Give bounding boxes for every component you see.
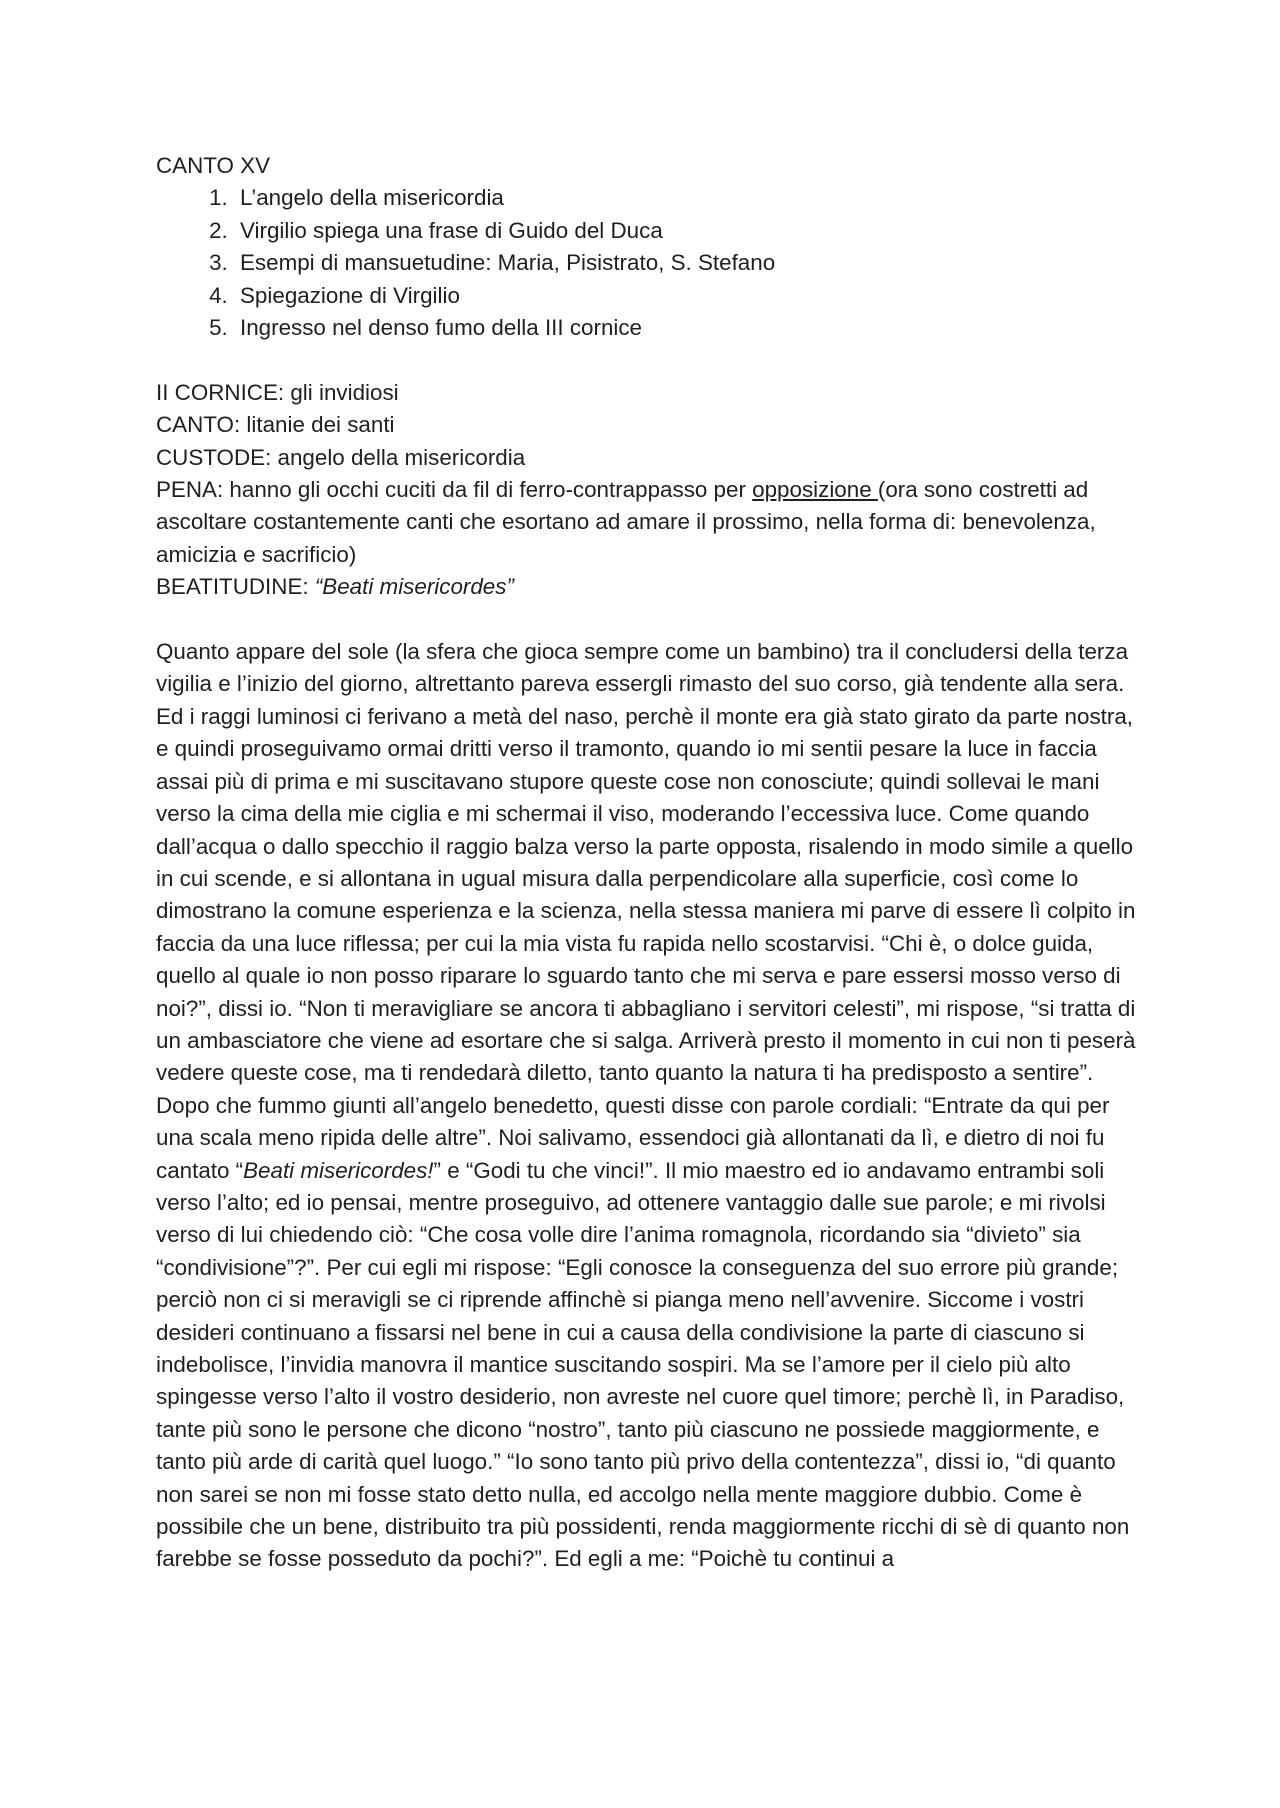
outline-item: 2. Virgilio spiega una frase di Guido del Duca	[234, 215, 1148, 247]
pena-underlined-term: opposizione	[752, 477, 878, 503]
canto-title: CANTO XV	[156, 153, 271, 178]
pena-explanation: (ora sono costretti ad ascoltare costantemente canti che esortano ad amare il prossimo, nella forma di: benevolenza, amicizia e sacrificio)	[156, 477, 1096, 567]
paraphrase-paragraph	[156, 636, 1148, 1576]
paraphrase-italic: Beati misericordes!	[243, 1157, 434, 1183]
pena-text: PENA: hanno gli occhi cuciti da fil di ferro-contrappasso per	[156, 477, 753, 503]
info-canto: CANTO: litanie dei santi	[156, 412, 395, 438]
beatitudine-label: BEATITUDINE:	[156, 574, 315, 600]
beatitudine-value: “Beati misericordes”	[314, 574, 514, 600]
spacer	[156, 344, 1148, 376]
info-beatitudine	[156, 571, 1148, 603]
outline-item: 1. L’angelo della misericordia	[234, 182, 1148, 214]
outline-item: 5. Ingresso nel denso fumo della III cornice	[234, 312, 1148, 344]
info-pena	[156, 474, 1148, 571]
info-custode: CUSTODE: angelo della misericordia	[156, 444, 526, 470]
info-cornice: II CORNICE: gli invidiosi	[156, 379, 399, 405]
spacer	[156, 604, 1148, 636]
outline-item: 3. Esempi di mansuetudine: Maria, Pisistrato, S. Stefano	[234, 247, 1148, 279]
outline-list	[156, 182, 1148, 344]
paraphrase-text: Quanto appare del sole (la sfera che gioca sempre come un bambino) tra il concludersi della terza vigilia e l’inizio del giorno, altrettanto pareva essergli rimasto del suo corso, già tendente alla sera. Ed i raggi luminosi ci ferivano a metà del naso, perchè il monte era già stato girato da parte nostra, e quindi proseguivamo ormai dritti verso il tramonto, quando io mi sentii pesare la luce in faccia assai più di prima e mi suscitavano stupore queste cose non conosciute; quindi sollevai le mani verso la cima della mie ciglia e mi schermai il viso, moderando l’eccessiva luce. Come quando dall’acqua o dallo specchio il raggio balza verso la parte opposta, risalendo in modo simile a quello in cui scende, e si allontana in ugual misura dalla perpendicolare alla superficie, così come lo dimostrano la comune esperienza e la scienza, nella stessa maniera mi parve di essere lì colpito in faccia da una luce riflessa; per cui la mia vista fu rapida nello scostarvisi. “Chi è, o dolce guida, quello al quale io non posso riparare lo sguardo tanto che mi serva e pare essersi mosso verso di noi?”, dissi io. “Non ti meravigliare se ancora ti abbagliano i servitori celesti”, mi rispose, “si tratta di un ambasciatore che viene ad esortare che si salga. Arriverà presto il momento in cui non ti peserà vedere queste cose, ma ti rendedarà diletto, tanto quanto la natura ti ha predisposto a sentire”. Dopo che fummo giunti all’angelo benedetto, questi disse con parole cordiali: “Entrate da qui per una scala meno ripida delle altre”. Noi salivamo, essendoci già allontanati da lì, e dietro di noi fu cantato “	[156, 639, 1136, 1183]
document-page	[156, 150, 1148, 1576]
paraphrase-text-cont: ” e “Godi tu che vinci!”. Il mio maestro ed io andavamo entrambi soli verso l’alto; ed io pensai, mentre proseguivo, ad ottenere vantaggio dalle sue parole; e mi rivolsi verso di lui chiedendo ciò: “Che cosa volle dire l’anima romagnola, ricordando sia “divieto” sia “condivisione”?”. Per cui egli mi rispose: “Egli conosce la conseguenza del suo errore più grande; perciò non ci si meravigli se ci riprende affinchè si pianga meno nell’avvenire. Siccome i vostri desideri continuano a fissarsi nel bene in cui a causa della condivisione la parte di ciascuno si indebolisce, l’invidia manovra il mantice suscitando sospiri. Ma se l’amore per il cielo più alto spingesse verso l’alto il vostro desiderio, non avreste nel cuore quel timore; perchè lì, in Paradiso, tante più sono le persone che dicono “nostro”, tanto più ciascuno ne possiede maggiormente, e tanto più arde di carità quel luogo.” “Io sono tanto più privo della contentezza”, dissi io, “di quanto non sarei se non mi fosse stato detto nulla, ed accolgo nella mente maggiore dubbio. Come è possibile che un bene, distribuito tra più possidenti, renda maggiormente ricchi di sè di quanto non farebbe se fosse posseduto da pochi?”. Ed egli a me: “Poichè tu continui a	[156, 1157, 1130, 1572]
outline-item: 4. Spiegazione di Virgilio	[234, 280, 1148, 312]
